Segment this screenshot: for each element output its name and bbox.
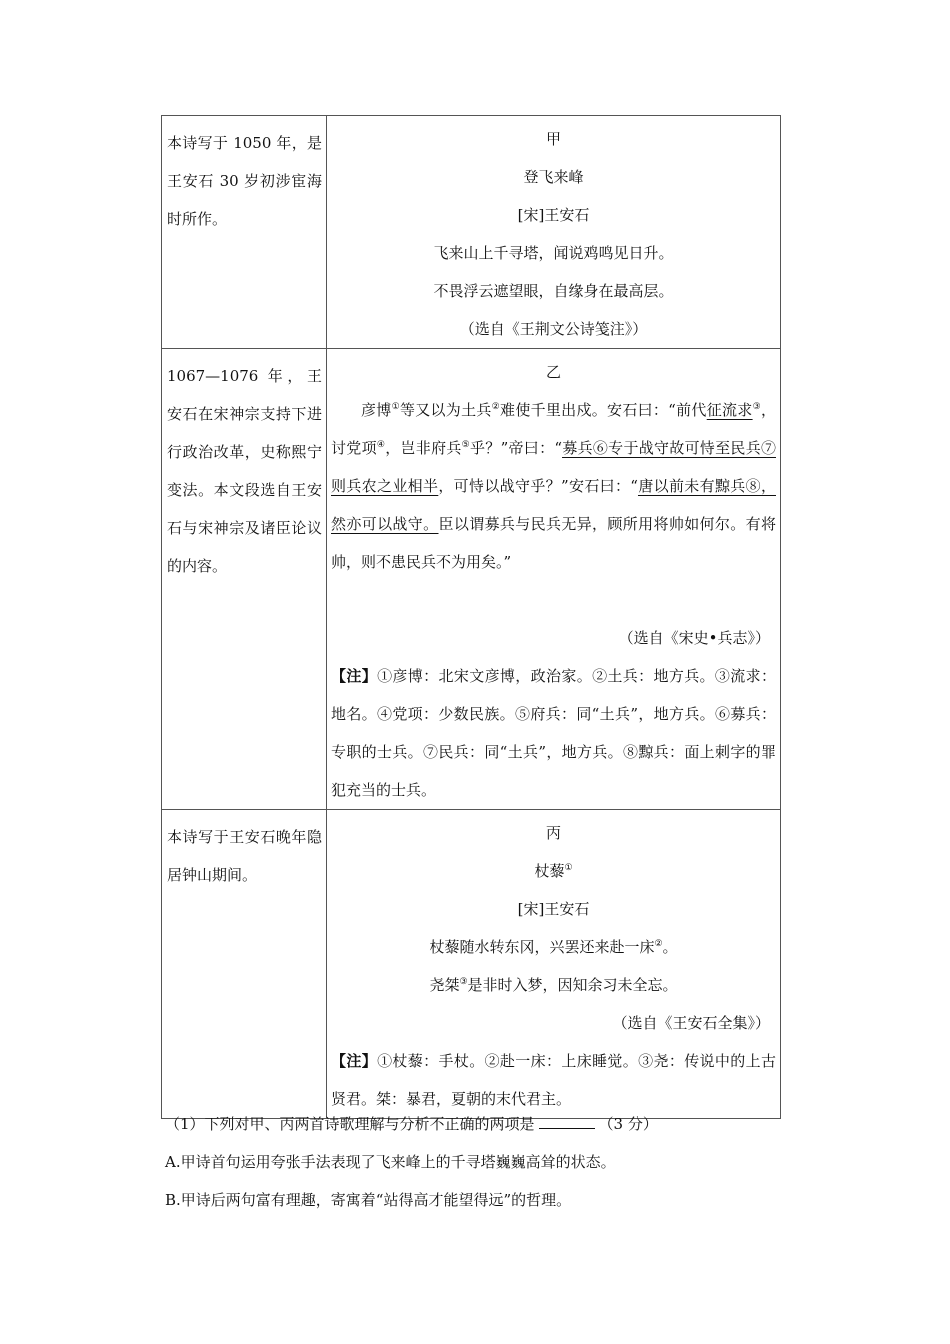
intro-text: 本诗写于王安石晚年隐居钟山期间。	[167, 828, 322, 884]
source-text: （选自《王安石全集》）	[612, 1014, 770, 1032]
note-text: 【注】①彦博：北宋文彦博，政治家。②土兵：地方兵。③流求：地名。④党项：少数民族。⑤府兵：同“土兵”，地方兵。⑥募兵：专职的士兵。⑦民兵：同“土兵”，地方兵。⑧黥兵：面上刺字的罪犯充当的士兵。	[331, 667, 776, 799]
poem-cell	[327, 810, 781, 1119]
source-text: （选自《宋史•兵志》）	[618, 629, 770, 647]
note-label: 【注】	[331, 667, 378, 685]
poem-title: 杖藜①	[534, 862, 573, 880]
note-text: 【注】①杖藜：手杖。②赴一床：上床睡觉。③尧：传说中的上古贤君。桀：暴君，夏朝的末代君主。	[331, 1052, 776, 1108]
poem-line: 尧桀③是非时入梦，因知余习未全忘。	[429, 976, 678, 994]
section-label: 乙	[545, 363, 561, 381]
note-label: 【注】	[331, 1052, 378, 1070]
poem-cell	[327, 116, 781, 349]
poem-title: 登飞来峰	[523, 168, 584, 186]
intro-cell	[162, 116, 327, 349]
intro-text: 1067—1076 年，王安石在宋神宗支持下进行政治改革，史称熙宁变法。本文段选自王安石与宋神宗及诸臣论议的内容。	[167, 367, 322, 575]
intro-cell	[162, 810, 327, 1119]
table-row-yi	[162, 349, 781, 810]
poem-line: 不畏浮云遮望眼，自缘身在最高层。	[433, 282, 674, 300]
poem-author: [宋]王安石	[517, 206, 590, 224]
section-label: 甲	[545, 130, 561, 148]
answer-blank[interactable]	[539, 1114, 595, 1129]
option-a: A.甲诗首句运用夸张手法表现了飞来峰上的千寻塔巍巍高耸的状态。	[165, 1153, 616, 1171]
section-label: 丙	[545, 824, 561, 842]
passage-text: 彦博①等又以为土兵②难使千里出戍。安石曰：“前代征流求③，讨党项④，岂非府兵⑤乎？”帝曰：“募兵⑥专于战守故可恃至民兵⑦则兵农之业相半，可恃以战守乎？”安石曰：“唐以前未有黥兵⑧，然亦可以战守。臣以谓募兵与民兵无异，顾所用将帅如何尔。有将帅，则不患民兵不为用矣。”	[331, 401, 776, 571]
underlined-sentence: 唐以前未有黥兵⑧，然亦可以战守。	[331, 477, 776, 533]
reading-table	[161, 115, 781, 1119]
table-row-jia	[162, 116, 781, 349]
table-row-bing	[162, 810, 781, 1119]
underlined-phrase: 征流求	[706, 401, 753, 419]
underlined-sentence: 募兵⑥专于战守故可恃至民兵⑦则兵农之业相半	[331, 439, 776, 495]
passage-cell	[327, 349, 781, 810]
poem-author: [宋]王安石	[517, 900, 590, 918]
option-b: B.甲诗后两句富有理趣，寄寓着“站得高才能望得远”的哲理。	[165, 1191, 572, 1209]
intro-text: 本诗写于 1050 年，是王安石 30 岁初涉宦海时所作。	[167, 134, 322, 228]
poem-line: 飞来山上千寻塔，闻说鸡鸣见日升。	[433, 244, 674, 262]
source-text: （选自《王荆文公诗笺注》）	[459, 320, 648, 338]
question-stem: （1）下列对甲、丙两首诗歌理解与分析不正确的两项是 （3 分）	[165, 1115, 658, 1133]
intro-cell	[162, 349, 327, 810]
poem-line: 杖藜随水转东冈，兴罢还来赴一床②。	[429, 938, 678, 956]
